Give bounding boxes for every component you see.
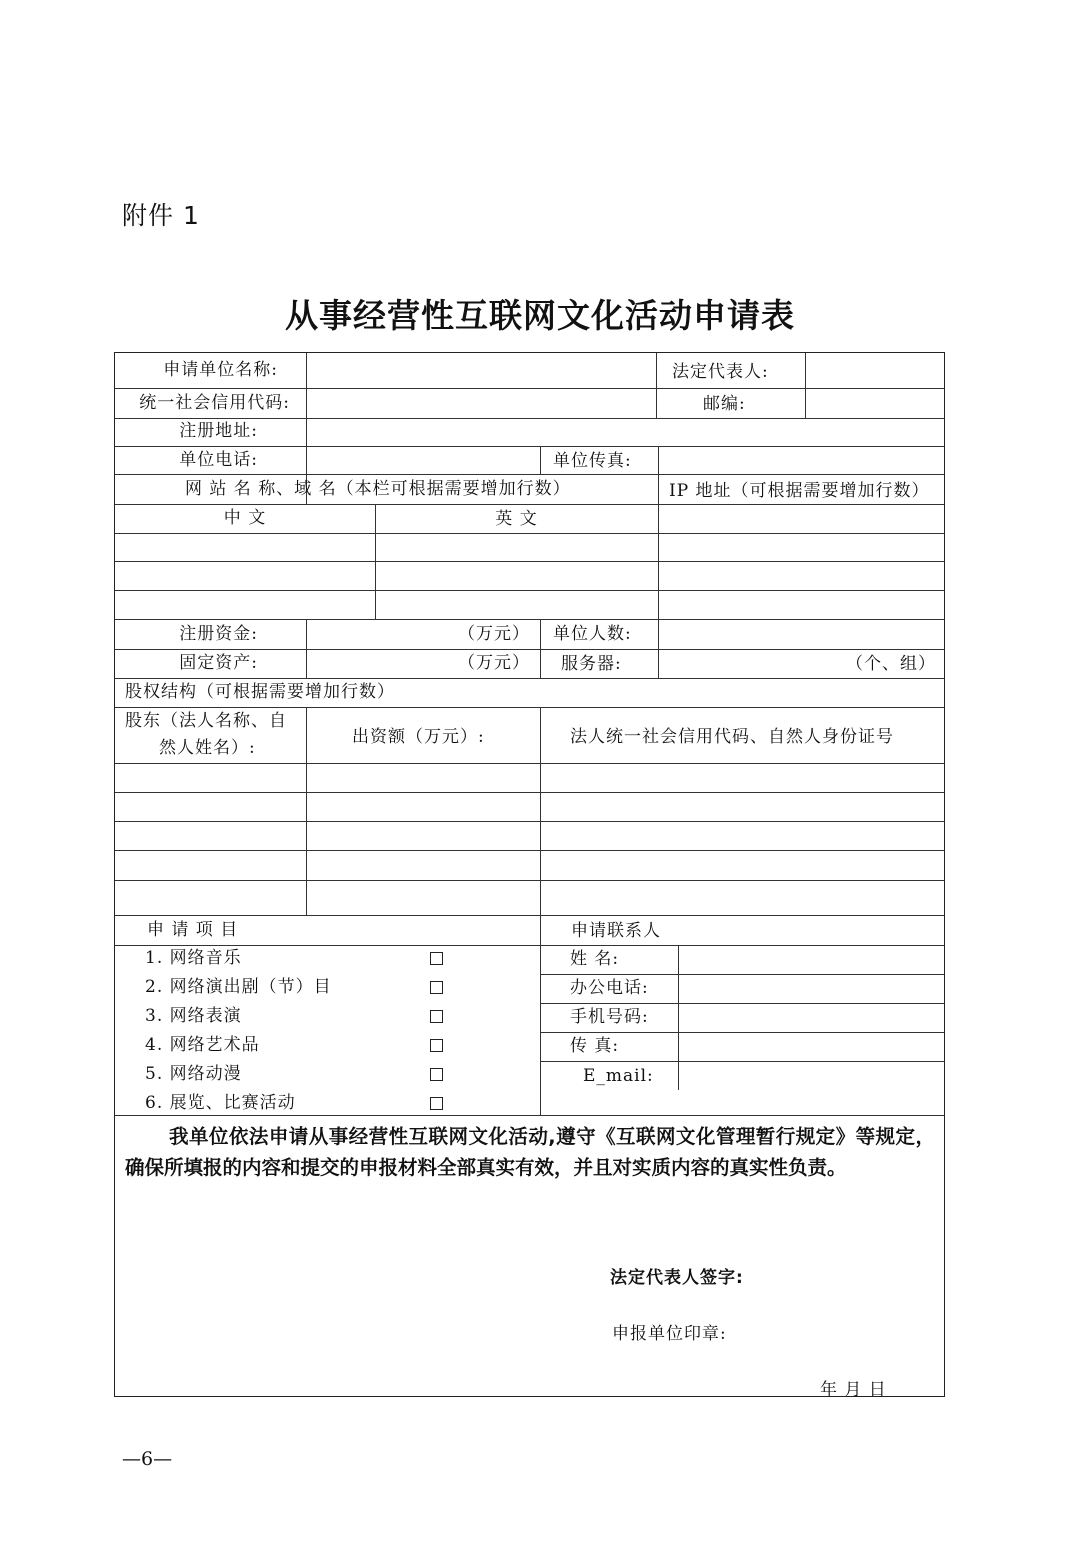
contact-header: 申请联系人 <box>571 921 661 941</box>
apply-item: 5. 网络动漫 <box>145 1064 242 1084</box>
apply-items-header: 申 请 项 目 <box>147 920 239 940</box>
website-header: 网 站 名 称、域 名（本栏可根据需要增加行数） <box>185 479 571 499</box>
applicant-name-label: 申请单位名称: <box>163 360 278 380</box>
col-line <box>306 619 307 678</box>
wan-yuan-unit: （万元） <box>458 653 530 673</box>
phone-label: 单位电话: <box>179 450 258 470</box>
row-line <box>540 974 944 975</box>
row-line <box>115 792 944 793</box>
application-form <box>114 352 945 1400</box>
legal-rep-label: 法定代表人: <box>672 362 769 382</box>
page-number: —6— <box>122 1448 173 1470</box>
staff-count-label: 单位人数: <box>553 624 632 644</box>
apply-item: 6. 展览、比赛活动 <box>145 1093 296 1113</box>
col-line <box>805 353 806 418</box>
mobile-label: 手机号码: <box>570 1007 649 1027</box>
checkbox-exhibition-contest[interactable] <box>430 1097 443 1110</box>
col-line <box>540 619 541 678</box>
apply-item: 1. 网络音乐 <box>145 948 242 968</box>
col-line <box>656 353 657 418</box>
col-line <box>658 446 659 474</box>
col-line <box>658 504 659 619</box>
server-unit: （个、组） <box>846 654 936 674</box>
checkbox-network-performance-program[interactable] <box>430 981 443 994</box>
col-line <box>658 619 659 678</box>
col-line <box>540 915 541 1115</box>
wan-yuan-unit: （万元） <box>458 624 530 644</box>
fixed-assets-label: 固定资产: <box>179 653 258 673</box>
equity-label: 股权结构（可根据需要增加行数） <box>125 682 395 702</box>
attachment-label: 附件 1 <box>122 201 200 230</box>
row-line <box>115 945 944 946</box>
row-line <box>115 418 944 419</box>
row-line <box>115 649 944 650</box>
reg-capital-label: 注册资金: <box>179 624 258 644</box>
row-line <box>115 850 944 851</box>
col-line <box>658 474 659 504</box>
row-line <box>115 619 944 620</box>
id-code-label: 法人统一社会信用代码、自然人身份证号 <box>570 727 894 747</box>
row-line <box>115 504 944 505</box>
row-line <box>115 533 944 534</box>
capital-label: 出资额（万元）: <box>352 727 485 747</box>
row-line <box>115 880 944 881</box>
ip-header: IP 地址（可根据需要增加行数） <box>669 481 930 501</box>
col-line <box>540 446 541 474</box>
apply-item: 4. 网络艺术品 <box>145 1035 260 1055</box>
checkbox-network-show[interactable] <box>430 1010 443 1023</box>
checkbox-network-music[interactable] <box>430 952 443 965</box>
col-line <box>540 707 541 915</box>
credit-code-label: 统一社会信用代码: <box>139 393 290 413</box>
date-label: 年 月 日 <box>820 1380 887 1400</box>
contact-fax-label: 传 真: <box>570 1036 620 1056</box>
form-title: 从事经营性互联网文化活动申请表 <box>285 296 795 335</box>
row-line <box>540 1061 944 1062</box>
email-label: E_mail: <box>583 1066 654 1086</box>
checkbox-network-animation[interactable] <box>430 1068 443 1081</box>
fax-label: 单位传真: <box>553 451 632 471</box>
row-line <box>115 474 944 475</box>
col-line <box>306 707 307 915</box>
row-line <box>115 763 944 764</box>
col-line <box>678 945 679 1090</box>
office-phone-label: 办公电话: <box>570 978 649 998</box>
seal-label: 申报单位印章: <box>612 1324 727 1344</box>
shareholder-label: 股东（法人名称、自 <box>125 711 287 731</box>
english-label: 英 文 <box>495 509 538 529</box>
row-line <box>115 678 944 679</box>
servers-label: 服务器: <box>561 654 622 674</box>
apply-item: 2. 网络演出剧（节）目 <box>145 977 332 997</box>
row-line <box>115 707 944 708</box>
apply-item: 3. 网络表演 <box>145 1006 242 1026</box>
row-line <box>115 915 944 916</box>
row-line <box>115 388 944 389</box>
shareholder-label: 然人姓名）: <box>159 738 256 758</box>
signature-label: 法定代表人签字: <box>610 1268 744 1288</box>
reg-address-label: 注册地址: <box>179 421 258 441</box>
contact-name-label: 姓 名: <box>570 949 620 969</box>
row-line <box>115 561 944 562</box>
row-line <box>115 446 944 447</box>
row-line <box>540 1032 944 1033</box>
declaration-text: 我单位依法申请从事经营性互联网文化活动,遵守《互联网文化管理暂行规定》等规定，确保所填报的内容和提交的申报材料全部真实有效，并且对实质内容的真实性负责。 <box>125 1125 935 1179</box>
row-line <box>115 590 944 591</box>
postcode-label: 邮编: <box>703 394 746 414</box>
row-line <box>115 1115 944 1116</box>
row-line <box>540 1003 944 1004</box>
row-line <box>115 821 944 822</box>
checkbox-network-art[interactable] <box>430 1039 443 1052</box>
chinese-label: 中 文 <box>223 508 267 528</box>
